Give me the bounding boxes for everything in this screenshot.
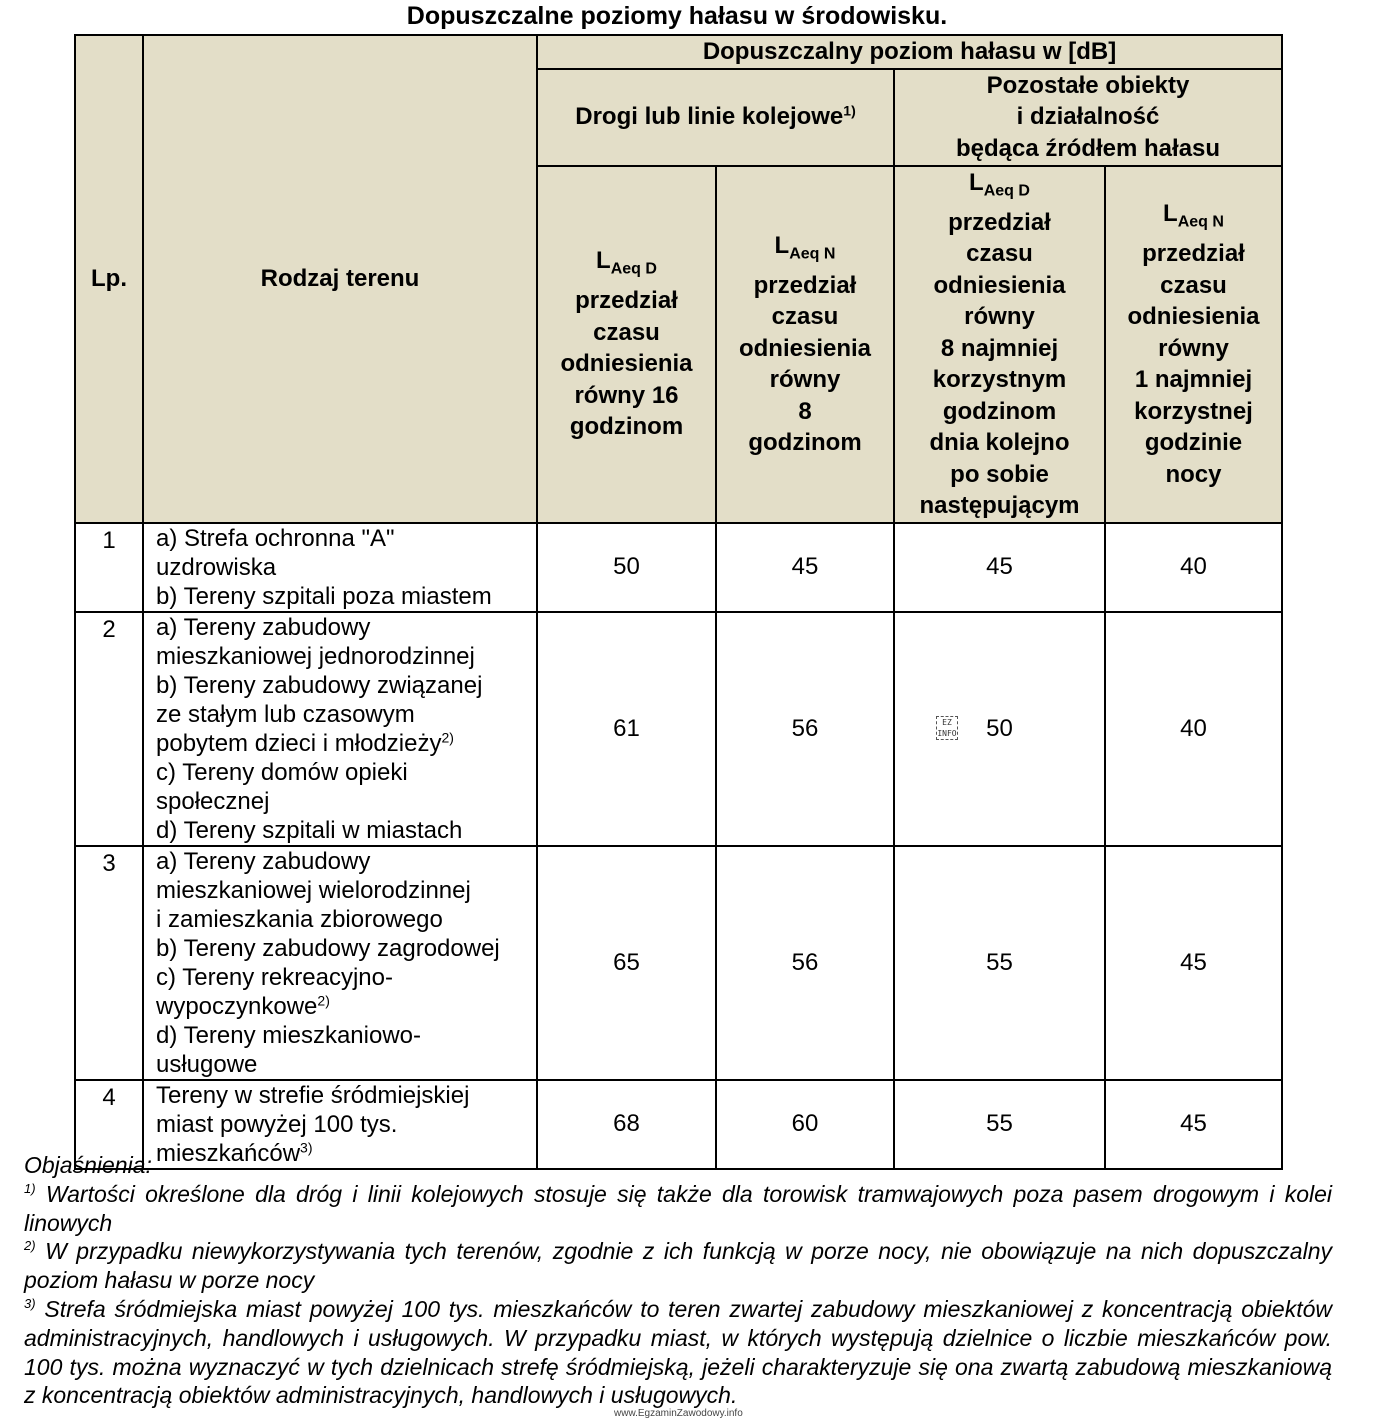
terrain-description — [143, 846, 537, 1080]
terrain-line-text: mieszkańców — [156, 1139, 301, 1167]
noise-value: 55 — [894, 1080, 1105, 1169]
noise-value: 60 — [716, 1080, 894, 1169]
footnotes-heading: Objaśnienia: — [24, 1152, 152, 1178]
header-roads-railways — [537, 69, 894, 166]
noise-value: 45 — [1105, 1080, 1282, 1169]
noise-value: 50 — [894, 612, 1105, 846]
noise-value: 65 — [537, 846, 716, 1080]
terrain-line-text: c) Tereny domów opieki — [156, 758, 408, 786]
subheader-line: odniesienia — [560, 350, 693, 378]
terrain-line-text: pobytem dzieci i młodzieży — [156, 729, 442, 757]
header-lp: Lp. — [75, 35, 143, 523]
terrain-line — [156, 934, 536, 963]
footnotes — [24, 1151, 1332, 1410]
table-row — [75, 523, 1282, 612]
subheader-line: 8 — [798, 397, 812, 425]
noise-value: 45 — [894, 523, 1105, 612]
terrain-line-text: miast powyżej 100 tys. — [156, 1110, 398, 1138]
subheader-line: następującym — [919, 492, 1080, 520]
footnote-ref: 2) — [441, 729, 454, 746]
footnote-2 — [24, 1237, 1332, 1295]
terrain-line-text: b) Tereny zabudowy zagrodowej — [156, 934, 500, 962]
terrain-line — [156, 876, 536, 905]
terrain-line-text: i zamieszkania zbiorowego — [156, 905, 443, 933]
footnote-marker: 1) — [24, 1180, 36, 1196]
terrain-line — [156, 1021, 536, 1050]
subheader-line: godzinie — [1144, 429, 1243, 457]
subheader-line: 8 najmniej — [940, 334, 1059, 362]
terrain-line-text: a) Tereny zabudowy — [156, 613, 371, 641]
header-other-line: i działalność — [1016, 103, 1160, 131]
laeq-label — [1106, 198, 1281, 238]
footnote-ref: 3) — [300, 1139, 313, 1156]
terrain-line — [156, 524, 536, 553]
terrain-line-text: uzdrowiska — [156, 553, 277, 581]
subheader-other-night — [1105, 166, 1282, 523]
subheader-line: przedział — [753, 271, 857, 299]
terrain-line-text: c) Tereny rekreacyjno- — [156, 963, 393, 991]
subheader-line: godzinom — [569, 413, 684, 441]
terrain-line — [156, 613, 536, 642]
table-row — [75, 846, 1282, 1080]
footnote-marker: 3) — [24, 1295, 36, 1311]
subheader-line: godzinom — [942, 397, 1057, 425]
subheader-line: godzinom — [748, 429, 862, 457]
subheader-line: odniesienia — [1127, 303, 1260, 331]
terrain-line-text: d) Tereny mieszkaniowo- — [156, 1021, 421, 1049]
laeq-subscript: Aeq D — [983, 182, 1030, 200]
footnote-3 — [24, 1295, 1332, 1410]
subheader-line: korzystnym — [932, 366, 1067, 394]
subheader-line: czasu — [1160, 271, 1227, 299]
terrain-line-text: Tereny w strefie śródmiejskiej — [156, 1081, 470, 1109]
header-permissible-noise: Dopuszczalny poziom hałasu w [dB] — [537, 35, 1282, 69]
subheader-line: odniesienia — [933, 271, 1066, 299]
subheader-line: czasu — [593, 318, 660, 346]
subheader-line: korzystnej — [1134, 397, 1253, 425]
subheader-line: równy 16 — [574, 381, 679, 409]
terrain-line-text: wypoczynkowe — [156, 992, 318, 1020]
terrain-line — [156, 905, 536, 934]
terrain-line — [156, 729, 536, 758]
laeq-symbol: L — [1163, 200, 1178, 227]
subheader-line: równy — [1158, 334, 1229, 362]
terrain-line — [156, 847, 536, 876]
terrain-line-text: b) Tereny zabudowy związanej — [156, 671, 483, 699]
footnote-ref: 2) — [317, 992, 330, 1009]
terrain-line — [156, 1050, 536, 1079]
noise-levels-table — [74, 34, 1283, 1170]
watermark: www.EgzaminZawodowy.info — [614, 1408, 743, 1419]
subheader-line: czasu — [771, 303, 839, 331]
subheader-line: przedział — [575, 287, 678, 315]
noise-value: 68 — [537, 1080, 716, 1169]
laeq-label — [538, 245, 715, 285]
footnote-text: Wartości określone dla dróg i linii kolejowych stosuje się także dla torowisk tramwajowych poza pasem drogowym i kolei linowych — [24, 1180, 1332, 1236]
subheader-other-day — [894, 166, 1105, 523]
subheader-line: odniesienia — [738, 334, 872, 362]
footnote-text: W przypadku niewykorzystywania tych terenów, zgodnie z ich funkcją w porze nocy, nie obowiązuje na nich dopuszczalny poziom hałasu w porze nocy — [24, 1238, 1332, 1294]
terrain-description — [143, 523, 537, 612]
header-terrain-type: Rodzaj terenu — [143, 35, 537, 523]
subheader-line: nocy — [1165, 460, 1222, 488]
laeq-symbol: L — [969, 168, 984, 196]
subheader-line: czasu — [966, 240, 1033, 268]
footnote-marker: 2) — [24, 1238, 36, 1254]
laeq-label — [895, 167, 1104, 207]
subheader-line: przedział — [1142, 240, 1245, 268]
terrain-line — [156, 553, 536, 582]
terrain-line — [156, 582, 536, 611]
footnote-text: Strefa śródmiejska miast powyżej 100 tys. mieszkańców to teren zwartej zabudowy mieszkaniowej z koncentracją obiektów administracyjnych, handlowych i usługowych. W przypadku miast, w których występują dzielnice o liczbie mieszkańców pow. 100 tys. można wyznaczyć w tych dzielnicach strefę śródmiejską, jeżeli charakteryzuje się ona zwartą zabudową mieszkaniową z koncentracją obiektów administracyjnych, handlowych i usługowych. — [24, 1295, 1332, 1409]
noise-value: 50 — [537, 523, 716, 612]
row-number: 3 — [75, 846, 143, 1080]
terrain-line — [156, 992, 536, 1021]
header-other-line: Pozostałe obiekty — [986, 71, 1190, 99]
subheader-line: po sobie — [950, 460, 1049, 488]
noise-value: 45 — [716, 523, 894, 612]
subheader-line: równy — [769, 366, 841, 394]
table-row — [75, 612, 1282, 846]
laeq-label — [717, 230, 893, 270]
laeq-subscript: Aeq N — [1177, 213, 1224, 231]
terrain-line — [156, 816, 536, 845]
terrain-line-text: mieszkaniowej jednorodzinnej — [156, 642, 475, 670]
terrain-line-text: ze stałym lub czasowym — [156, 700, 415, 728]
ezinfo-stamp: EZ INFO — [937, 718, 957, 738]
header-other-line: będąca źródłem hałasu — [955, 134, 1221, 162]
terrain-line — [156, 1110, 536, 1139]
noise-value: 40 — [1105, 523, 1282, 612]
terrain-line-text: d) Tereny szpitali w miastach — [156, 816, 463, 844]
laeq-symbol: L — [774, 231, 790, 259]
terrain-line — [156, 642, 536, 671]
page-title: Dopuszczalne poziomy hałasu w środowisku. — [406, 2, 948, 30]
row-number: 2 — [75, 612, 143, 846]
laeq-subscript: Aeq N — [789, 245, 836, 263]
noise-value: 40 — [1105, 612, 1282, 846]
noise-value: 61 — [537, 612, 716, 846]
noise-value: 56 — [716, 612, 894, 846]
terrain-line — [156, 1081, 536, 1110]
terrain-line — [156, 700, 536, 729]
terrain-line-text: usługowe — [156, 1050, 258, 1078]
noise-value: 55 — [894, 846, 1105, 1080]
terrain-line-text: a) Strefa ochronna "A" — [156, 524, 395, 552]
laeq-symbol: L — [596, 247, 611, 275]
row-number: 1 — [75, 523, 143, 612]
footnote-1 — [24, 1180, 1332, 1238]
subheader-line: równy — [964, 303, 1035, 331]
row-number: 4 — [75, 1080, 143, 1169]
header-roads-label: Drogi lub linie kolejowe — [575, 103, 844, 131]
noise-value: 45 — [1105, 846, 1282, 1080]
subheader-roads-night — [716, 166, 894, 523]
subheader-line: 1 najmniej — [1134, 366, 1253, 394]
terrain-line-text: społecznej — [156, 787, 270, 815]
subheader-line: dnia kolejno — [929, 429, 1070, 457]
terrain-line — [156, 758, 536, 787]
terrain-line-text: b) Tereny szpitali poza miastem — [156, 582, 492, 610]
terrain-line — [156, 963, 536, 992]
terrain-line-text: mieszkaniowej wielorodzinnej — [156, 876, 471, 904]
terrain-line-text: a) Tereny zabudowy — [156, 847, 371, 875]
noise-value: 56 — [716, 846, 894, 1080]
terrain-line — [156, 671, 536, 700]
subheader-line: przedział — [948, 208, 1051, 236]
laeq-subscript: Aeq D — [610, 260, 657, 278]
header-other-objects — [894, 69, 1282, 166]
subheader-roads-day — [537, 166, 716, 523]
terrain-line — [156, 787, 536, 816]
terrain-description — [143, 612, 537, 846]
header-roads-footnote: 1) — [843, 102, 856, 119]
